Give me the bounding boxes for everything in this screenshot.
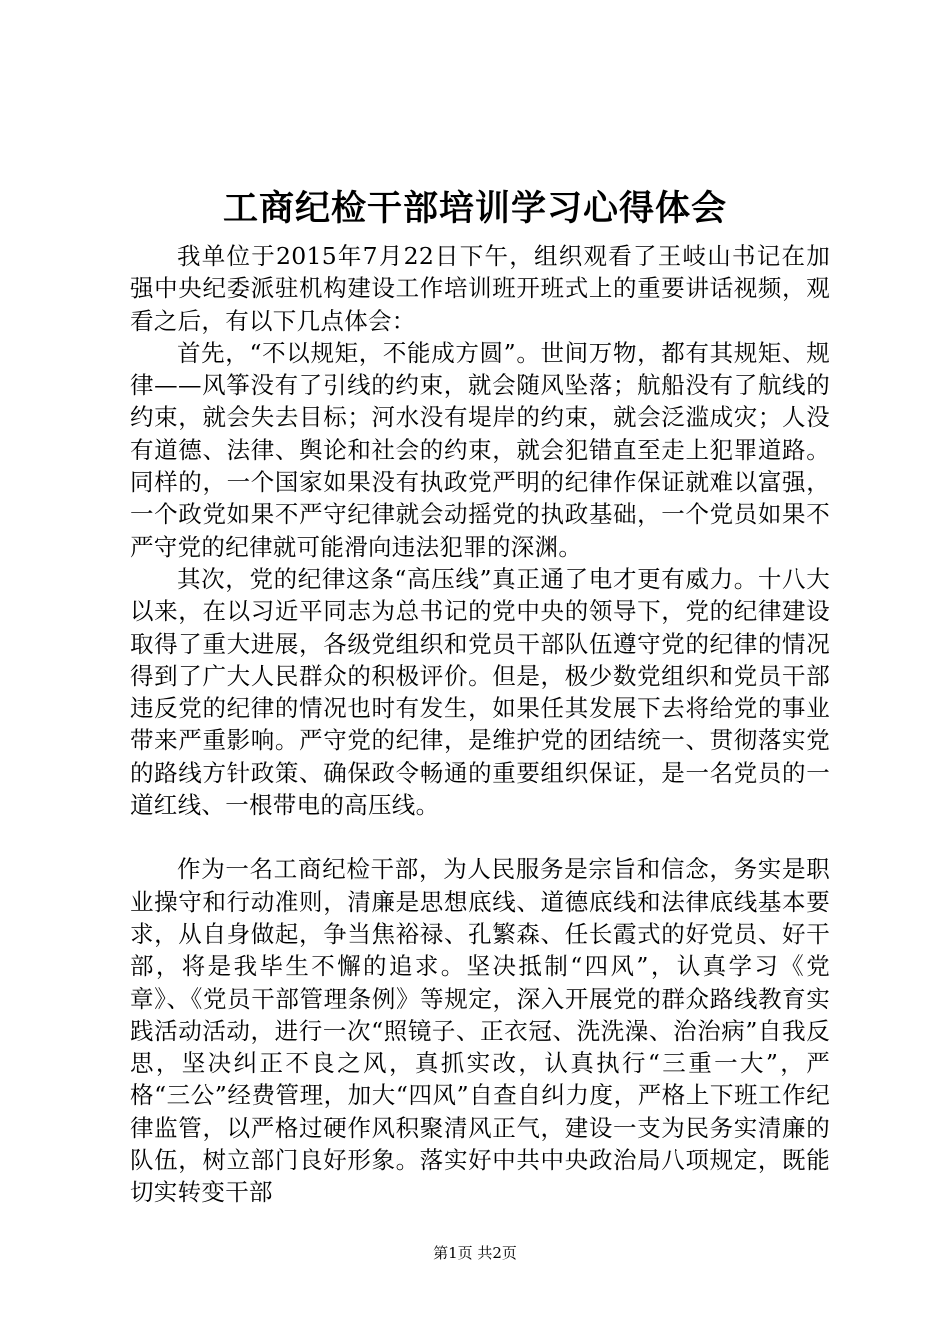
paragraph-first-point: 首先，“不以规矩，不能成方圆”。世间万物，都有其规矩、规律——风筝没有了引线的约束，就会随风坠落；航船没有了航线的约束，就会失去目标；河水没有堤岸的约束，就会泛滥成灾；人没有道德、法律、舆论和社会的约束，就会犯错直至走上犯罪道路。同样的，一个国家如果没有执政党严明的纪律作保证就难以富强，一个政党如果不严守纪律就会动摇党的执政基础，一个党员如果不严守党的纪律就可能滑向违法犯罪的深渊。 <box>130 338 830 561</box>
paragraph-intro: 我单位于2015年7月22日下午，组织观看了王岐山书记在加强中央纪委派驻机构建设工作培训班开班式上的重要讲话视频，观看之后，有以下几点体会： <box>130 242 830 335</box>
document-title: 工商纪检干部培训学习心得体会 <box>222 188 727 229</box>
paragraph-third-point: 作为一名工商纪检干部，为人民服务是宗旨和信念，务实是职业操守和行动准则，清廉是思想底线、道德底线和法律底线基本要求，从自身做起，争当焦裕禄、孔繁森、任长霞式的好党员、好干部，将是我毕生不懈的追求。坚决抵制“四风”，认真学习《党章》、《党员干部管理条例》等规定，深入开展党的群众路线教育实践活动活动，进行一次“照镜子、正衣冠、洗洗澡、治治病”自我反思，坚决纠正不良之风，真抓实改，认真执行“三重一大”，严格“三公”经费管理，加大“四风”自查自纠力度，严格上下班工作纪律监管，以严格过硬作风积聚清风正气，建设一支为民务实清廉的队伍，树立部门良好形象。落实好中共中央政治局八项规定，既能切实转变干部 <box>130 855 830 1207</box>
paragraph-second-point: 其次，党的纪律这条“高压线”真正通了电才更有威力。十八大以来，在以习近平同志为总书记的党中央的领导下，党的纪律建设取得了重大进展，各级党组织和党员干部队伍遵守党的纪律的情况得到了广大人民群众的积极评价。但是，极少数党组织和党员干部违反党的纪律的情况也时有发生，如果任其发展下去将给党的事业带来严重影响。严守党的纪律，是维护党的团结统一、贯彻落实党的路线方针政策、确保政令畅通的重要组织保证，是一名党员的一道红线、一根带电的高压线。 <box>130 564 830 820</box>
document-body <box>130 240 830 1209</box>
paragraph-spacer <box>130 821 830 853</box>
page-number-footer: 第1页 共2页 <box>433 1244 517 1262</box>
